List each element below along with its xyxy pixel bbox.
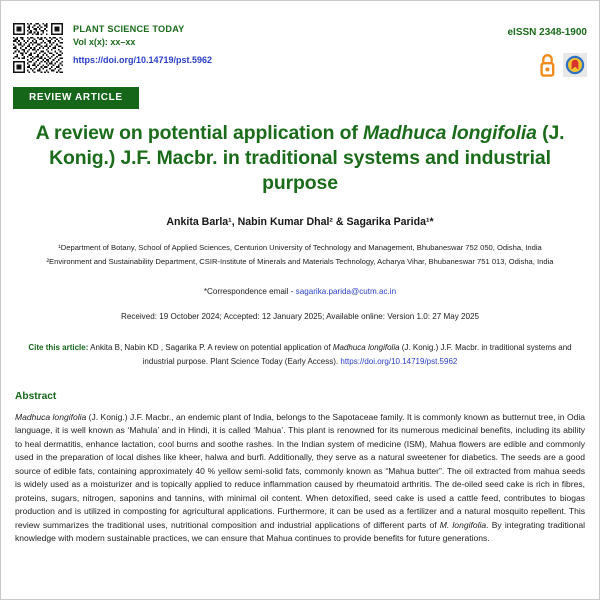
correspondence-email-link[interactable]: sagarika.parida@cutm.ac.in <box>295 287 397 297</box>
open-access-lock-icon <box>539 52 556 78</box>
header-doi-link[interactable]: https://doi.org/10.14719/pst.5962 <box>73 55 213 66</box>
affiliation-2: ²Environment and Sustainability Department, CSIR-Institute of Minerals and Materials Technology, Acharya Vihar, Bhubaneswar 751 013, Odisha, India <box>46 256 554 266</box>
abstract-text-main: (J. Konig.) J.F. Macbr., an endemic plant of India, belongs to the Sapotaceae family. It is commonly known as butternut tree, in Odia language, it is well known as ‘Mahula’ and in Hindi, it is called ‘Mahua’. This plant is renowned for its numerous medicinal benefits, including its ability to heal dermatitis, enhance lactation, cool burns and soothe rashes. In the Indian system of medicine (ISM), Mahua flowers are edible and commonly used in the preparation of local dishes like kheer, halwa and burfi. Additionally, they serve as a natural sweetener for diabetics. The seeds are a good source of edible fats, containing approximately 40 % yellow semi-solid fats, commonly known as “Mahua butter”. The oil extracted from mahua seeds is widely used as a moisturizer and is topically applied to reduce inflammation caused by rheumatoid arthritis. The de-oiled seed cake is rich in fibres, proteins, sugars, nitrogen, saponins and tannins, with minimal oil content. When detoxified, seed cake is used a cattle feed, contributes to biogas production and is utilized in composting for agricultural applications. Furthermore, it can be used as a fertilizer and a natural mosquito repellent. This review summarizes the traditional uses, nutritional composition and industrial applications of different parts of <box>15 411 585 530</box>
abstract-text-end: . By integrating traditional knowledge with modern sustainable practices, we can ensure that Mahua continues to provide benefits for future generations. <box>15 519 585 544</box>
affiliation-1: ¹Department of Botany, School of Applied Sciences, Centurion University of Technology and Management, Bhubaneswar 752 050, Odisha, India <box>58 243 542 253</box>
qr-code-icon <box>13 23 63 73</box>
masthead-left <box>13 23 212 73</box>
correspondence-label: *Correspondence email - <box>203 287 296 297</box>
title-species: Madhuca longifolia <box>363 122 537 144</box>
journal-name: PLANT SCIENCE TODAY <box>73 24 185 34</box>
abstract-species-lead: Madhuca longifolia <box>15 411 87 422</box>
journal-logo-icon <box>563 53 587 77</box>
citation-doi-link[interactable]: https://doi.org/10.14719/pst.5962 <box>340 356 458 366</box>
abstract-heading: Abstract <box>15 390 57 402</box>
eissn-label: eISSN 2348-1900 <box>507 27 587 38</box>
publication-dates: Received: 19 October 2024; Accepted: 12 January 2025; Available online: Version 1.0: 27 May 2025 <box>120 312 480 322</box>
author-list: Ankita Barla¹, Nabin Kumar Dhal² & Sagarika Parida¹* <box>166 216 434 229</box>
page-title <box>35 121 565 195</box>
masthead <box>1 1 599 113</box>
citation-text-after: (J. Konig.) J.F. Macbr. in traditional systems and industrial purpose. Plant Science Today (Early Access). <box>142 343 572 366</box>
citation-text-before: Ankita B, Nabin KD , Sagarika P. A review on potential application of <box>88 343 333 353</box>
affiliations <box>1 241 599 268</box>
abstract-species-mid: M. longifolia <box>439 519 487 530</box>
article-type-badge: REVIEW ARTICLE <box>13 87 139 109</box>
citation-label: Cite this article: <box>28 343 89 353</box>
masthead-journal-block <box>73 23 212 70</box>
citation-block <box>27 341 573 369</box>
title-part-1: A review on potential application of <box>35 122 363 144</box>
citation-species: Madhuca longifolia <box>332 343 400 353</box>
title-part-2: (J. Konig.) J.F. Macbr. in traditional systems and industrial purpose <box>49 122 565 194</box>
abstract-body <box>15 411 585 546</box>
correspondence-line <box>1 287 599 296</box>
volume-line: Vol x(x): xx–xx <box>73 36 136 47</box>
masthead-icons <box>507 52 587 78</box>
masthead-right <box>507 27 587 78</box>
